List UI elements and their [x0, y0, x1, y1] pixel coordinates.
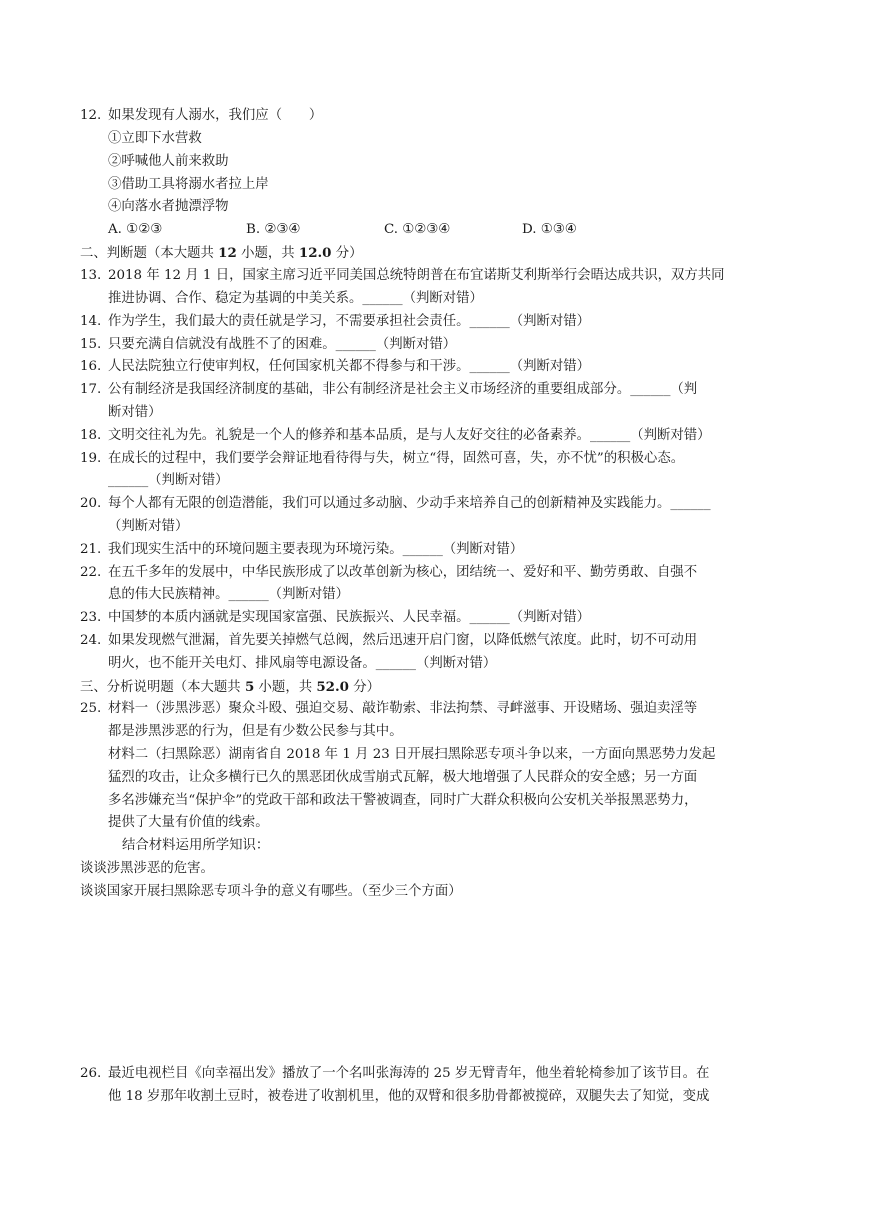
section-heading-judge: 二、判断题（本大题共 12 小题，共 12.0 分） — [80, 245, 363, 261]
question-text: 文明交往礼为先。礼貌是一个人的修养和基本品质，是与人友好交往的必备素养。______（判断对错） — [108, 428, 711, 443]
question-text: 公有制经济是我国经济制度的基础，非公有制经济是社会主义市场经济的重要组成部分。______（判 — [108, 382, 698, 397]
question-text: 如果发现燃气泄漏，首先要关掉燃气总阀，然后迅速开启门窗，以降低燃气浓度。此时，切不可动用 — [108, 633, 698, 648]
instruction-text: 结合材料运用所学知识： — [122, 838, 270, 853]
question-number: 21. — [80, 542, 102, 557]
question-number: 14. — [80, 314, 102, 329]
choice-item: ②呼喊他人前来救助 — [108, 154, 229, 169]
choice-item: ③借助工具将溺水者拉上岸 — [108, 177, 269, 192]
question-text: 最近电视栏目《向幸福出发》播放了一个名叫张海涛的 25 岁无臂青年，他坐着轮椅参加了该节目。在 — [108, 1066, 710, 1081]
question-text: 在成长的过程中，我们要学会辩证地看待得与失，树立“得，固然可喜，失，亦不忧”的积极心态。 — [108, 451, 685, 466]
material-text: 猛烈的攻击，让众多横行已久的黑恶团伙成雪崩式瓦解，极大地增强了人民群众的安全感；另一方面 — [108, 770, 698, 785]
option-d: D. ①③④ — [522, 222, 577, 237]
question-text: ______（判断对错） — [108, 473, 229, 488]
question-text: 明火，也不能开关电灯、排风扇等电源设备。______（判断对错） — [108, 656, 497, 671]
question-text: 中国梦的本质内涵就是实现国家富强、民族振兴、人民幸福。______（判断对错） — [108, 610, 591, 625]
question-number: 17. — [80, 382, 102, 397]
question-text: 他 18 岁那年收割土豆时，被卷进了收割机里，他的双臂和很多肋骨都被搅碎，双腿失去了知觉，变成 — [108, 1089, 710, 1104]
question-number: 19. — [80, 451, 102, 466]
option-a: A. ①②③ — [108, 222, 163, 237]
material-text: 材料二（扫黑除恶）湖南省自 2018 年 1 月 23 日开展扫黑除恶专项斗争以来，一方面向黑恶势力发起 — [108, 747, 716, 762]
sub-question: 谈谈国家开展扫黑除恶专项斗争的意义有哪些。（至少三个方面） — [80, 884, 462, 899]
question-text: 2018 年 12 月 1 日，国家主席习近平同美国总统特朗普在布宜诺斯艾利斯举行会晤达成共识，双方共同 — [108, 268, 725, 283]
question-text: （判断对错） — [108, 519, 189, 534]
question-text: 息的伟大民族精神。______（判断对错） — [108, 587, 350, 602]
question-text: 在五千多年的发展中，中华民族形成了以改革创新为核心，团结统一、爱好和平、勤劳勇敢、自强不 — [108, 565, 698, 580]
question-number: 24. — [80, 633, 102, 648]
question-text: 推进协调、合作、稳定为基调的中美关系。______（判断对错） — [108, 291, 483, 306]
question-number: 18. — [80, 428, 102, 443]
question-text: 人民法院独立行使审判权，任何国家机关都不得参与和干涉。______（判断对错） — [108, 359, 591, 374]
material-text: 多名涉嫌充当“保护伞”的党政干部和政法干警被调查，同时广大群众积极向公安机关举报黑恶势力， — [108, 793, 698, 808]
question-number: 22. — [80, 565, 102, 580]
sub-question: 谈谈涉黑涉恶的危害。 — [80, 861, 214, 876]
material-text: 提供了大量有价值的线索。 — [108, 815, 269, 830]
question-number: 25. — [80, 701, 102, 716]
question-number: 26. — [80, 1066, 102, 1081]
question-stem: 如果发现有人溺水，我们应（ ） — [108, 108, 323, 123]
choice-item: ④向落水者抛漂浮物 — [108, 199, 229, 214]
question-number: 12. — [80, 108, 102, 123]
choice-item: ①立即下水营救 — [108, 131, 202, 146]
question-number: 20. — [80, 496, 102, 511]
question-text: 我们现实生活中的环境问题主要表现为环境污染。______（判断对错） — [108, 542, 524, 557]
question-number: 23. — [80, 610, 102, 625]
material-text: 材料一（涉黑涉恶）聚众斗殴、强迫交易、敲诈勒索、非法拘禁、寻衅滋事、开设赌场、强迫卖淫等 — [108, 701, 698, 716]
question-number: 15. — [80, 337, 102, 352]
question-text: 只要充满自信就没有战胜不了的困难。______（判断对错） — [108, 337, 457, 352]
question-text: 每个人都有无限的创造潜能，我们可以通过多动脑、少动手来培养自己的创新精神及实践能力。______ — [108, 496, 711, 511]
option-c: C. ①②③④ — [384, 222, 451, 237]
material-text: 都是涉黑涉恶的行为，但是有少数公民参与其中。 — [108, 724, 403, 739]
question-number: 13. — [80, 268, 102, 283]
option-b: B. ②③④ — [246, 222, 301, 237]
section-heading-analysis: 三、分析说明题（本大题共 5 小题，共 52.0 分） — [80, 679, 381, 695]
question-number: 16. — [80, 359, 102, 374]
question-text: 断对错） — [108, 405, 162, 420]
question-text: 作为学生，我们最大的责任就是学习，不需要承担社会责任。______（判断对错） — [108, 314, 591, 329]
